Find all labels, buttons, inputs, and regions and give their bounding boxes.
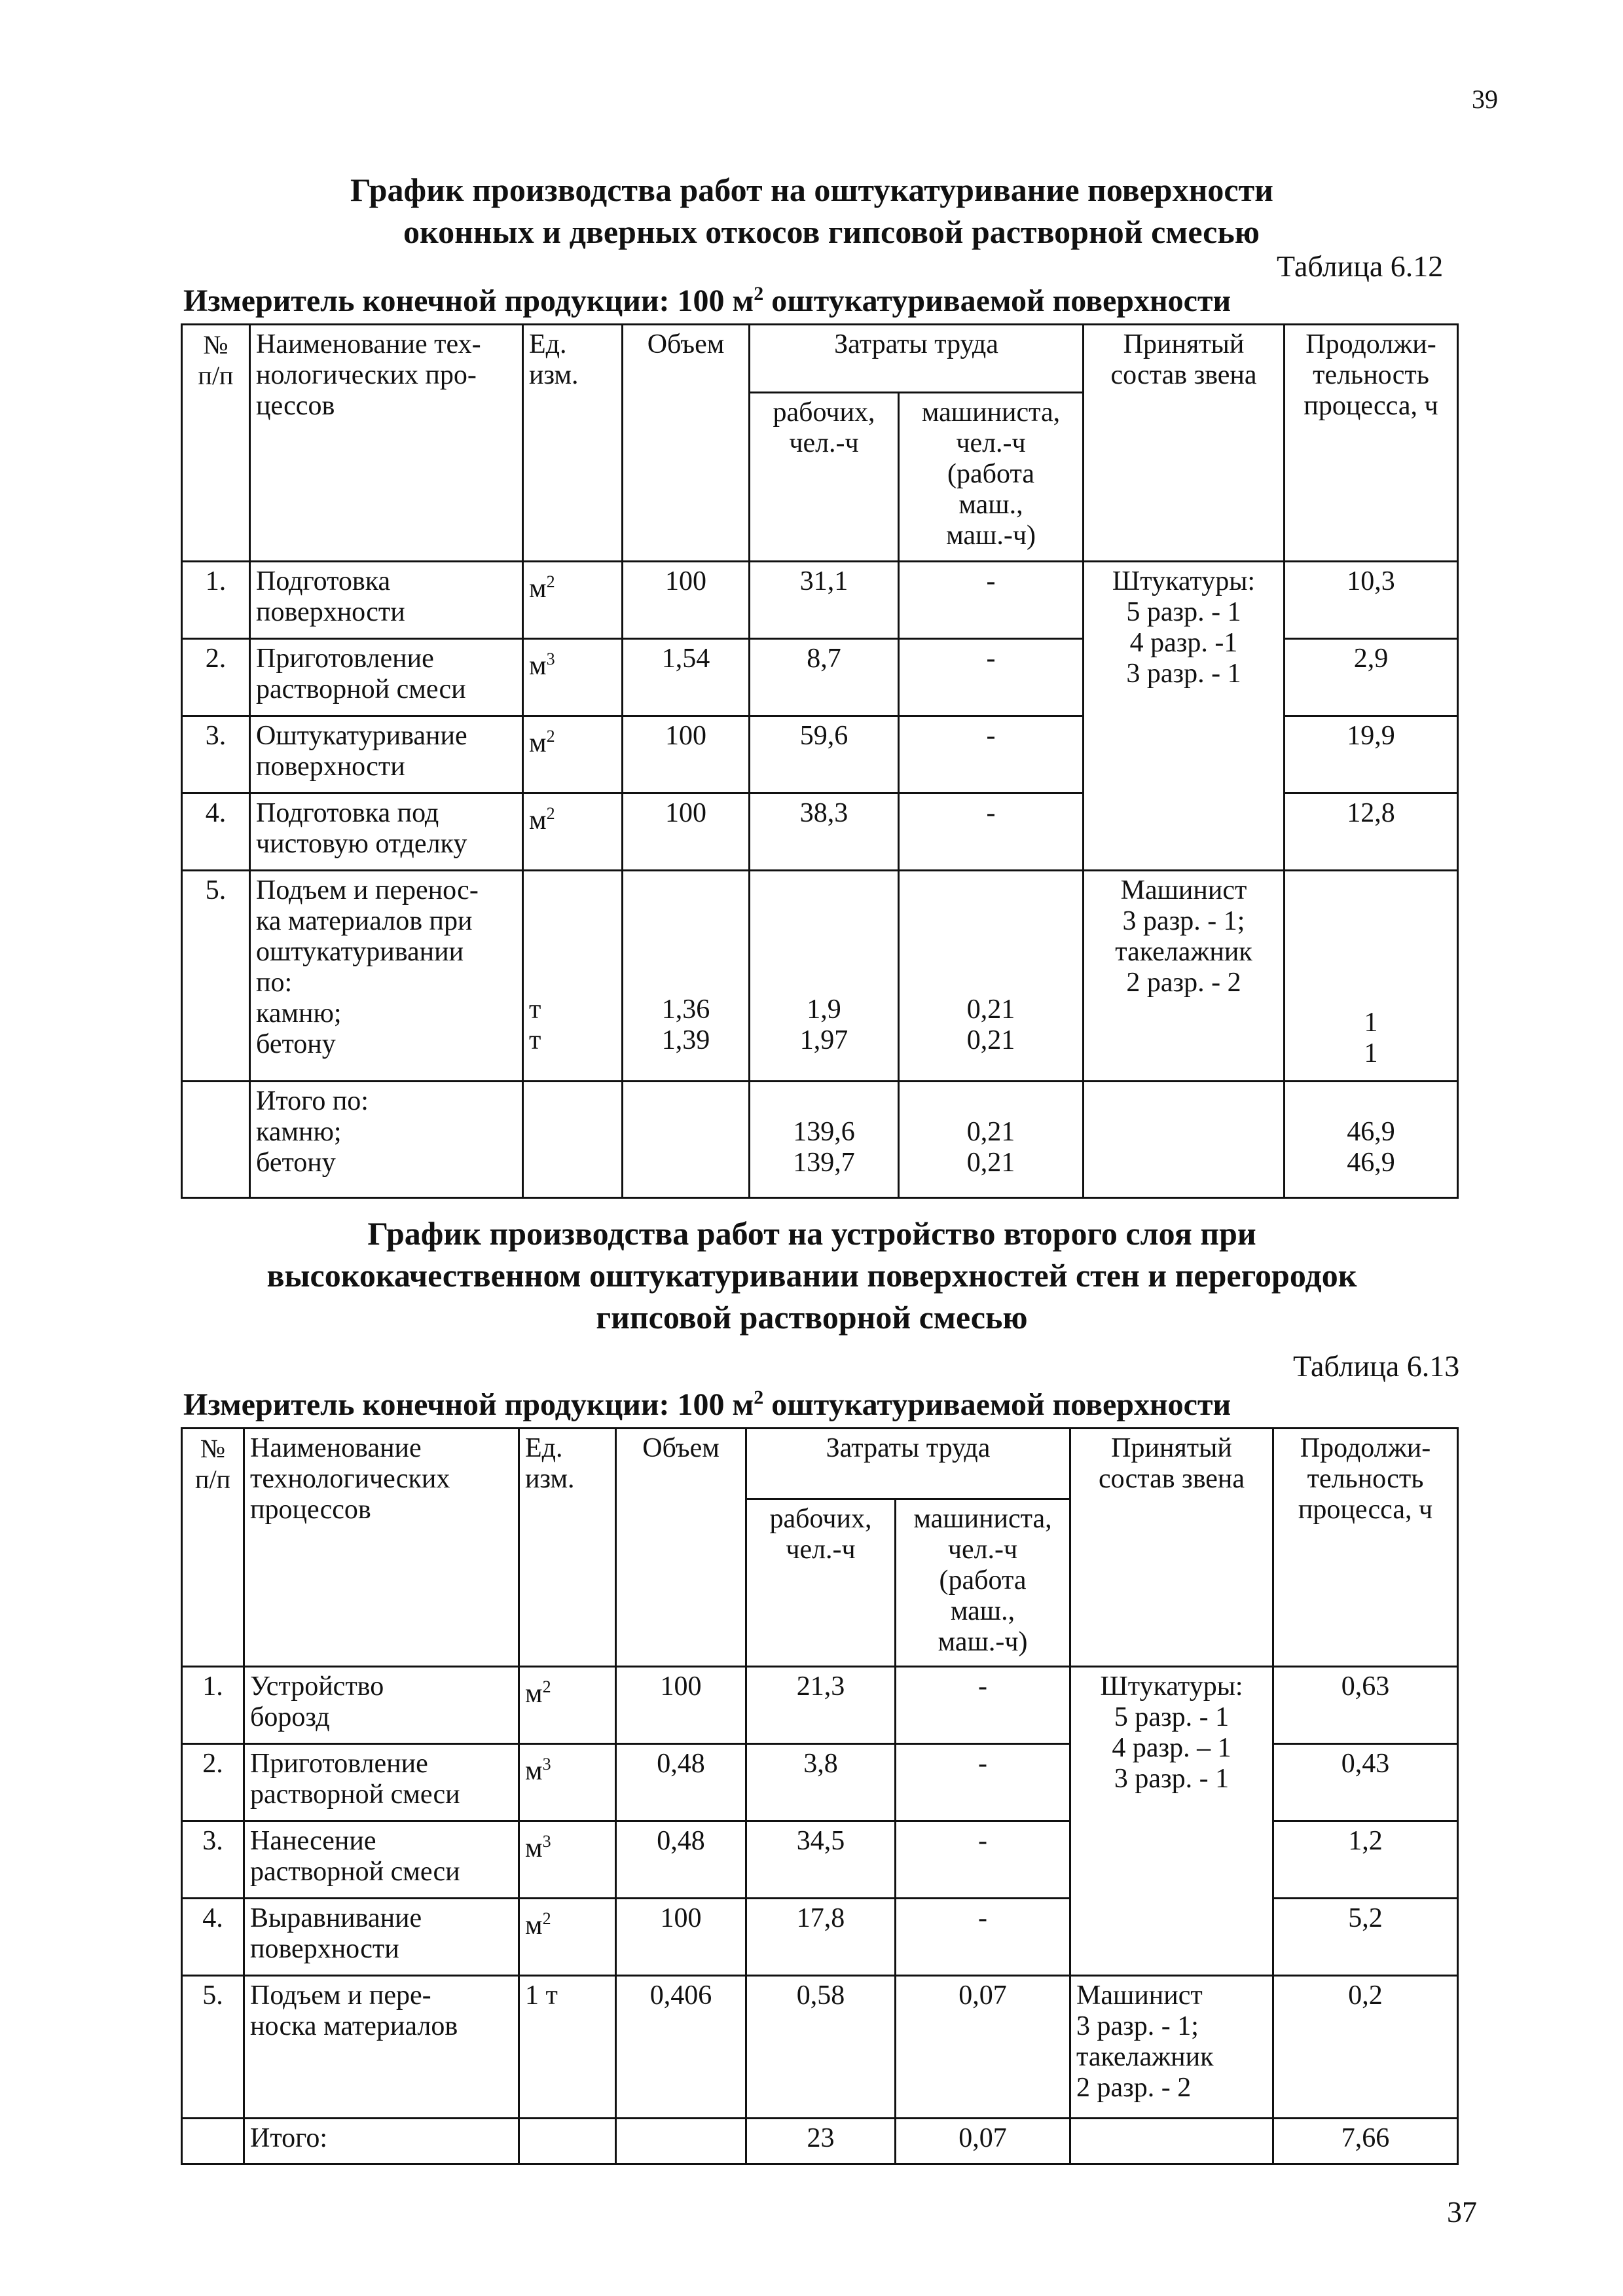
total-duration: 46,9 46,9: [1285, 1082, 1458, 1198]
row-unit: $м^3$: [523, 639, 623, 716]
table-6-13-title-line-3: гипсовой растворной смесью: [596, 1299, 1028, 1336]
row-volume: 100: [616, 1667, 746, 1744]
row-workers: 1,9 1,97: [750, 871, 899, 1082]
row-machinist: 0,21 0,21: [899, 871, 1084, 1082]
total-crew: [1084, 1082, 1285, 1198]
table-row: [182, 562, 1458, 639]
table-6-13-number: Таблица 6.13: [1293, 1349, 1460, 1383]
table-row: [182, 1667, 1458, 1744]
row-workers: 38,3: [750, 793, 899, 871]
total-unit: [519, 2119, 616, 2164]
row-num: 4.: [182, 1899, 244, 1976]
total-machinist: 0,21 0,21: [899, 1082, 1084, 1198]
table-row: [182, 871, 1458, 1082]
row-name: Подготовка под чистовую отделку: [250, 793, 523, 871]
row-duration: 5,2: [1273, 1899, 1458, 1976]
total-num: [182, 1082, 250, 1198]
row-machinist: -: [899, 562, 1084, 639]
row-num: 3.: [182, 1821, 244, 1899]
row-num: 1.: [182, 1667, 244, 1744]
row-num: 3.: [182, 716, 250, 793]
row-unit: $м^3$: [519, 1821, 616, 1899]
row-unit: $м^2$: [523, 562, 623, 639]
row-machinist: -: [896, 1667, 1070, 1744]
row-workers: 31,1: [750, 562, 899, 639]
total-num: [182, 2119, 244, 2164]
row-workers: 21,3: [746, 1667, 896, 1744]
row-name: Оштукатуривание поверхности: [250, 716, 523, 793]
row-machinist: -: [899, 639, 1084, 716]
table-6-12-title-line-2: оконных и дверных откосов гипсовой растворной смесью: [403, 213, 1260, 250]
row-volume: 100: [616, 1899, 746, 1976]
page-number-bottom: 37: [1447, 2195, 1477, 2229]
row-num: 5.: [182, 1976, 244, 2119]
header-unit: Ед. изм.: [523, 325, 623, 562]
row-name: Приготовление растворной смеси: [250, 639, 523, 716]
row-name: Выравнивание поверхности: [244, 1899, 519, 1976]
row-unit: $м^3$: [519, 1744, 616, 1821]
row-machinist: -: [896, 1899, 1070, 1976]
row-duration: 0,63: [1273, 1667, 1458, 1744]
row-machinist: -: [896, 1821, 1070, 1899]
row-volume: 1,54: [623, 639, 750, 716]
total-name: Итого по: камню; бетону: [250, 1082, 523, 1198]
row-workers: 3,8: [746, 1744, 896, 1821]
table-row: [182, 1976, 1458, 2119]
header-crew: Принятый состав звена: [1084, 325, 1285, 562]
row-duration: 10,3: [1285, 562, 1458, 639]
header-unit: Ед. изм.: [519, 1429, 616, 1667]
row-num: 2.: [182, 639, 250, 716]
header-num: № п/п: [182, 325, 250, 562]
header-name: Наименование технологических процессов: [244, 1429, 519, 1667]
row-name: Подготовка поверхности: [250, 562, 523, 639]
header-workers: рабочих, чел.-ч: [746, 1499, 896, 1667]
header-num: № п/п: [182, 1429, 244, 1667]
total-unit: [523, 1082, 623, 1198]
row-crew: Машинист 3 разр. - 1; такелажник 2 разр. - 2: [1084, 871, 1285, 1082]
row-workers: 34,5: [746, 1821, 896, 1899]
page-number-top: 39: [1472, 84, 1498, 114]
header-name: Наименование тех- нологических про- цессов: [250, 325, 523, 562]
header-duration: Продолжи- тельность процесса, ч: [1285, 325, 1458, 562]
row-volume: 0,406: [616, 1976, 746, 2119]
row-name: Устройство борозд: [244, 1667, 519, 1744]
row-unit: $м^2$: [519, 1899, 616, 1976]
row-volume: 100: [623, 793, 750, 871]
table-6-12-number: Таблица 6.12: [1277, 249, 1444, 283]
row-machinist: 0,07: [896, 1976, 1070, 2119]
header-crew: Принятый состав звена: [1070, 1429, 1273, 1667]
table-6-12: [181, 323, 1459, 1199]
total-workers: 23: [746, 2119, 896, 2164]
row-volume: 1,36 1,39: [623, 871, 750, 1082]
row-name: Подъем и пере- носка материалов: [244, 1976, 519, 2119]
row-volume: 100: [623, 716, 750, 793]
total-crew: [1070, 2119, 1273, 2164]
total-name: Итого:: [244, 2119, 519, 2164]
table-6-12-title-line-1: График производства работ на оштукатуривание поверхности: [350, 172, 1273, 208]
header-labor: Затраты труда: [750, 325, 1084, 393]
row-duration: 0,2: [1273, 1976, 1458, 2119]
header-volume: Объем: [623, 325, 750, 562]
row-volume: 0,48: [616, 1821, 746, 1899]
row-volume: 100: [623, 562, 750, 639]
table-total-row: [182, 1082, 1458, 1198]
row-duration: 0,43: [1273, 1744, 1458, 1821]
table-total-row: [182, 2119, 1458, 2164]
row-duration: 2,9: [1285, 639, 1458, 716]
row-workers: 0,58: [746, 1976, 896, 2119]
row-unit: $м^2$: [523, 793, 623, 871]
row-unit: т т: [523, 871, 623, 1082]
header-workers: рабочих, чел.-ч: [750, 393, 899, 562]
row-workers: 17,8: [746, 1899, 896, 1976]
table-6-13: [181, 1427, 1459, 2165]
table-6-12-measure: Измеритель конечной продукции: 100 $м^2$ оштукатуриваемой поверхности: [183, 283, 1231, 318]
row-unit: $м^2$: [523, 716, 623, 793]
table-6-13-title-line-2: высококачественном оштукатуривании поверхностей стен и перегородок: [266, 1257, 1357, 1294]
row-name: Нанесение растворной смеси: [244, 1821, 519, 1899]
row-name: Подъем и перенос- ка материалов при оштукатуривании по: камню; бетону: [250, 871, 523, 1082]
total-volume: [616, 2119, 746, 2164]
table-6-13-measure: Измеритель конечной продукции: 100 $м^2$ оштукатуриваемой поверхности: [183, 1387, 1231, 1422]
row-num: 4.: [182, 793, 250, 871]
row-duration: 1 1: [1285, 871, 1458, 1082]
row-machinist: -: [899, 716, 1084, 793]
header-labor: Затраты труда: [746, 1429, 1070, 1499]
row-unit: 1 т: [519, 1976, 616, 2119]
row-machinist: -: [899, 793, 1084, 871]
row-volume: 0,48: [616, 1744, 746, 1821]
row-duration: 19,9: [1285, 716, 1458, 793]
row-crew: Штукатуры: 5 разр. - 1 4 разр. – 1 3 разр. - 1: [1070, 1667, 1273, 1976]
total-duration: 7,66: [1273, 2119, 1458, 2164]
row-workers: 8,7: [750, 639, 899, 716]
header-machinist: машиниста, чел.-ч (работа маш., маш.-ч): [899, 393, 1084, 562]
row-crew: Штукатуры: 5 разр. - 1 4 разр. -1 3 разр. - 1: [1084, 562, 1285, 871]
row-workers: 59,6: [750, 716, 899, 793]
row-unit: $м^2$: [519, 1667, 616, 1744]
row-name: Приготовление растворной смеси: [244, 1744, 519, 1821]
row-duration: 1,2: [1273, 1821, 1458, 1899]
total-volume: [623, 1082, 750, 1198]
row-num: 5.: [182, 871, 250, 1082]
row-num: 1.: [182, 562, 250, 639]
row-num: 2.: [182, 1744, 244, 1821]
header-volume: Объем: [616, 1429, 746, 1667]
row-machinist: -: [896, 1744, 1070, 1821]
table-6-13-title-line-1: График производства работ на устройство второго слоя при: [367, 1215, 1256, 1252]
header-machinist: машиниста, чел.-ч (работа маш., маш.-ч): [896, 1499, 1070, 1667]
total-workers: 139,6 139,7: [750, 1082, 899, 1198]
row-duration: 12,8: [1285, 793, 1458, 871]
total-machinist: 0,07: [896, 2119, 1070, 2164]
row-crew: Машинист 3 разр. - 1; такелажник 2 разр. - 2: [1070, 1976, 1273, 2119]
header-duration: Продолжи- тельность процесса, ч: [1273, 1429, 1458, 1667]
